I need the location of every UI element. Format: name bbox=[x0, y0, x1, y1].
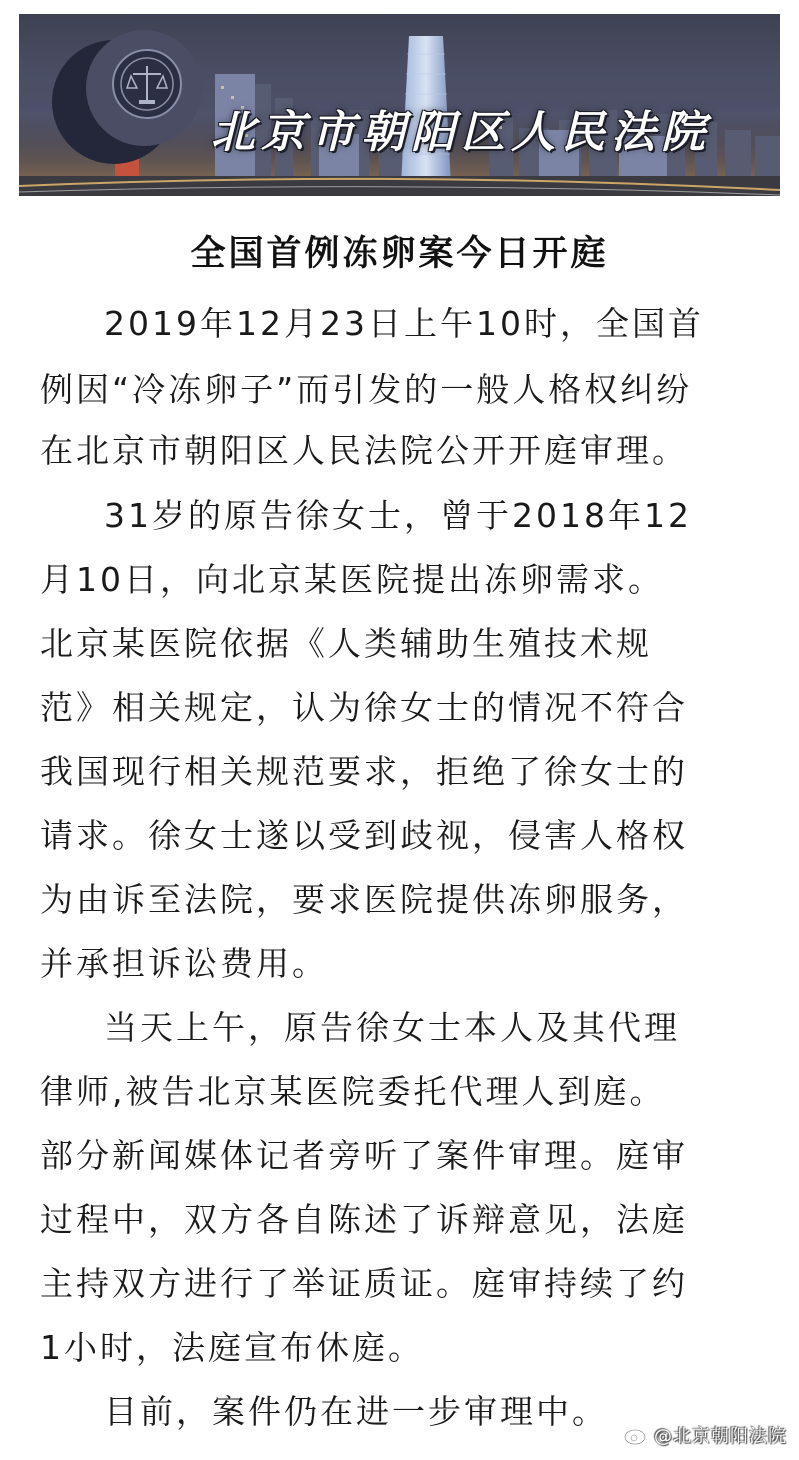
paragraph-line: 2019年12月23日上午10时，全国首 bbox=[104, 304, 704, 343]
paragraph-line: 在北京市朝阳区人民法院公开开庭审理。 bbox=[40, 431, 688, 470]
paragraph-line: 为由诉至法院，要求医院提供冻卵服务， bbox=[40, 880, 688, 919]
paragraph-line: 部分新闻媒体记者旁听了案件审理。庭审 bbox=[40, 1136, 688, 1175]
paragraph-line: 范》相关规定，认为徐女士的情况不符合 bbox=[40, 688, 688, 727]
paragraph-line: 过程中，双方各自陈述了诉辩意见，法庭 bbox=[40, 1200, 688, 1239]
paragraph-line: 北京某医院依据《人类辅助生殖技术规 bbox=[40, 624, 652, 663]
paragraph-line: 例因“冷冻卵子”而引发的一般人格权纠纷 bbox=[40, 370, 693, 409]
court-name-banner-title: 北京市朝阳区人民法院 bbox=[211, 107, 711, 158]
paragraph-line: 当天上午，原告徐女士本人及其代理 bbox=[104, 1008, 680, 1047]
weibo-icon bbox=[624, 1424, 650, 1446]
paragraph-line: 并承担诉讼费用。 bbox=[40, 944, 328, 983]
weibo-watermark bbox=[624, 1420, 787, 1450]
paragraph-line: 月10日，向北京某医院提出冻卵需求。 bbox=[40, 560, 664, 599]
paragraph-line: 31岁的原告徐女士，曾于2018年12 bbox=[104, 496, 692, 535]
article-title: 全国首例冻卵案今日开庭 bbox=[190, 234, 609, 274]
paragraph-line: 律师,被告北京某医院委托代理人到庭。 bbox=[40, 1072, 666, 1111]
header-banner bbox=[19, 14, 780, 196]
watermark-text: @北京朝阳法院 bbox=[654, 1426, 787, 1447]
paragraph-line: 目前，案件仍在进一步审理中。 bbox=[104, 1392, 608, 1431]
paragraph-line: 请求。徐女士遂以受到歧视，侵害人格权 bbox=[40, 816, 688, 855]
paragraph-line: 主持双方进行了举证质证。庭审持续了约 bbox=[40, 1264, 688, 1303]
paragraph-line: 我国现行相关规范要求，拒绝了徐女士的 bbox=[40, 752, 688, 791]
paragraph-line: 1小时，法庭宣布休庭。 bbox=[40, 1328, 424, 1367]
